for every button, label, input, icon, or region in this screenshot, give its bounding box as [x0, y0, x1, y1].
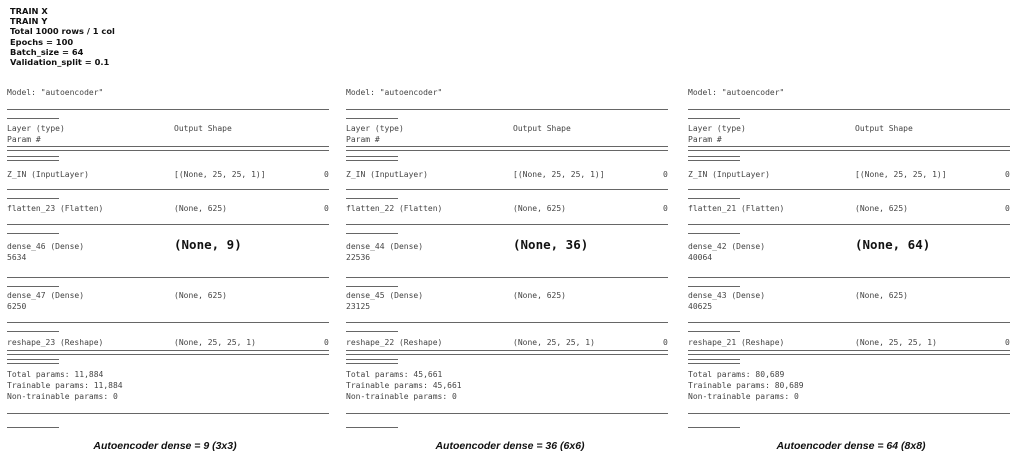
divider [346, 118, 398, 119]
column-header-output: Output Shape [855, 124, 913, 133]
output-shape: (None, 625) [174, 204, 227, 213]
double-divider [7, 146, 329, 151]
param-count: 22536 [346, 253, 371, 262]
output-shape: [(None, 25, 25, 1)] [513, 170, 605, 179]
caption-panel-3: Autoencoder dense = 64 (8x8) [776, 440, 926, 452]
divider [7, 427, 59, 428]
divider [688, 109, 1010, 110]
param-count: 0 [324, 204, 329, 213]
layer-name: dense_47 (Dense) [7, 291, 85, 300]
param-count: 0 [324, 338, 329, 347]
total-params: Total params: 80,689 [688, 370, 785, 379]
double-divider [688, 359, 740, 364]
model-title: Model: "autoencoder" [346, 88, 443, 97]
divider [688, 277, 1010, 278]
column-header-layer: Layer (type) [688, 124, 746, 133]
divider [688, 286, 740, 287]
divider [346, 233, 398, 234]
output-shape: (None, 625) [513, 204, 566, 213]
divider [7, 224, 329, 225]
double-divider [7, 359, 59, 364]
divider [688, 189, 1010, 190]
param-count: 5634 [7, 253, 27, 262]
param-count: 23125 [346, 302, 371, 311]
divider [7, 189, 329, 190]
output-shape-highlight: (None, 9) [174, 237, 242, 252]
total-params: Total params: 11,884 [7, 370, 104, 379]
non-trainable-params: Non-trainable params: 0 [7, 392, 118, 401]
model-summary-panel-3 [688, 88, 1014, 433]
double-divider [7, 350, 329, 355]
non-trainable-params: Non-trainable params: 0 [688, 392, 799, 401]
output-shape: (None, 625) [855, 291, 908, 300]
divider [688, 413, 1010, 414]
divider [7, 331, 59, 332]
param-count: 0 [1005, 204, 1010, 213]
layer-name: dense_44 (Dense) [346, 242, 424, 251]
training-config [10, 6, 115, 67]
config-line: TRAIN X [10, 6, 48, 16]
param-count: 0 [663, 170, 668, 179]
non-trainable-params: Non-trainable params: 0 [346, 392, 457, 401]
divider [7, 322, 329, 323]
divider [688, 118, 740, 119]
divider [346, 413, 668, 414]
divider [688, 224, 1010, 225]
divider [7, 198, 59, 199]
divider [7, 118, 59, 119]
total-params: Total params: 45,661 [346, 370, 443, 379]
column-header-param: Param # [7, 135, 41, 144]
divider [7, 277, 329, 278]
double-divider [346, 146, 668, 151]
layer-name: dense_43 (Dense) [688, 291, 766, 300]
layer-name: dense_42 (Dense) [688, 242, 766, 251]
layer-name: flatten_22 (Flatten) [346, 204, 443, 213]
divider [688, 427, 740, 428]
double-divider [346, 156, 398, 161]
column-header-output: Output Shape [174, 124, 232, 133]
divider [346, 322, 668, 323]
param-count: 6250 [7, 302, 27, 311]
divider [7, 233, 59, 234]
output-shape: (None, 625) [855, 204, 908, 213]
divider [7, 286, 59, 287]
config-line: TRAIN Y [10, 16, 48, 27]
double-divider [688, 350, 1010, 355]
divider [346, 224, 668, 225]
output-shape: (None, 25, 25, 1) [855, 338, 937, 347]
param-count: 0 [1005, 170, 1010, 179]
divider [346, 277, 668, 278]
output-shape: [(None, 25, 25, 1)] [855, 170, 947, 179]
caption-panel-2: Autoencoder dense = 36 (6x6) [435, 440, 585, 452]
divider [346, 189, 668, 190]
param-count: 0 [663, 204, 668, 213]
column-header-param: Param # [688, 135, 722, 144]
model-summary-panel-2 [346, 88, 672, 433]
output-shape-highlight: (None, 36) [513, 237, 589, 252]
double-divider [346, 350, 668, 355]
layer-name: reshape_23 (Reshape) [7, 338, 104, 347]
param-count: 40625 [688, 302, 713, 311]
divider [688, 198, 740, 199]
output-shape-highlight: (None, 64) [855, 237, 931, 252]
column-header-param: Param # [346, 135, 380, 144]
layer-name: dense_45 (Dense) [346, 291, 424, 300]
output-shape: (None, 25, 25, 1) [513, 338, 595, 347]
output-shape: (None, 625) [513, 291, 566, 300]
param-count: 0 [324, 170, 329, 179]
layer-name: Z_IN (InputLayer) [688, 170, 770, 179]
config-line: Batch_size = 64 [10, 46, 84, 57]
output-shape: [(None, 25, 25, 1)] [174, 170, 266, 179]
model-title: Model: "autoencoder" [7, 88, 104, 97]
config-line: Epochs = 100 [10, 36, 74, 47]
column-header-layer: Layer (type) [346, 124, 404, 133]
layer-name: reshape_21 (Reshape) [688, 338, 785, 347]
divider [688, 322, 1010, 323]
model-title: Model: "autoencoder" [688, 88, 785, 97]
layer-name: flatten_21 (Flatten) [688, 204, 785, 213]
trainable-params: Trainable params: 11,884 [7, 381, 123, 390]
caption-panel-1: Autoencoder dense = 9 (3x3) [93, 440, 237, 452]
divider [688, 233, 740, 234]
divider [346, 109, 668, 110]
divider [346, 286, 398, 287]
divider [346, 331, 398, 332]
trainable-params: Trainable params: 80,689 [688, 381, 804, 390]
divider [7, 413, 329, 414]
double-divider [688, 146, 1010, 151]
param-count: 0 [663, 338, 668, 347]
divider [346, 427, 398, 428]
layer-name: flatten_23 (Flatten) [7, 204, 104, 213]
trainable-params: Trainable params: 45,661 [346, 381, 462, 390]
param-count: 40064 [688, 253, 713, 262]
model-summary-panel-1 [7, 88, 333, 433]
output-shape: (None, 625) [174, 291, 227, 300]
column-header-layer: Layer (type) [7, 124, 65, 133]
config-line: Validation_split = 0.1 [10, 57, 110, 68]
divider [688, 331, 740, 332]
divider [7, 109, 329, 110]
double-divider [7, 156, 59, 161]
output-shape: (None, 25, 25, 1) [174, 338, 256, 347]
layer-name: Z_IN (InputLayer) [346, 170, 428, 179]
layer-name: Z_IN (InputLayer) [7, 170, 89, 179]
double-divider [688, 156, 740, 161]
config-line: Total 1000 rows / 1 col [10, 26, 115, 37]
layer-name: dense_46 (Dense) [7, 242, 85, 251]
param-count: 0 [1005, 338, 1010, 347]
column-header-output: Output Shape [513, 124, 571, 133]
double-divider [346, 359, 398, 364]
layer-name: reshape_22 (Reshape) [346, 338, 443, 347]
divider [346, 198, 398, 199]
